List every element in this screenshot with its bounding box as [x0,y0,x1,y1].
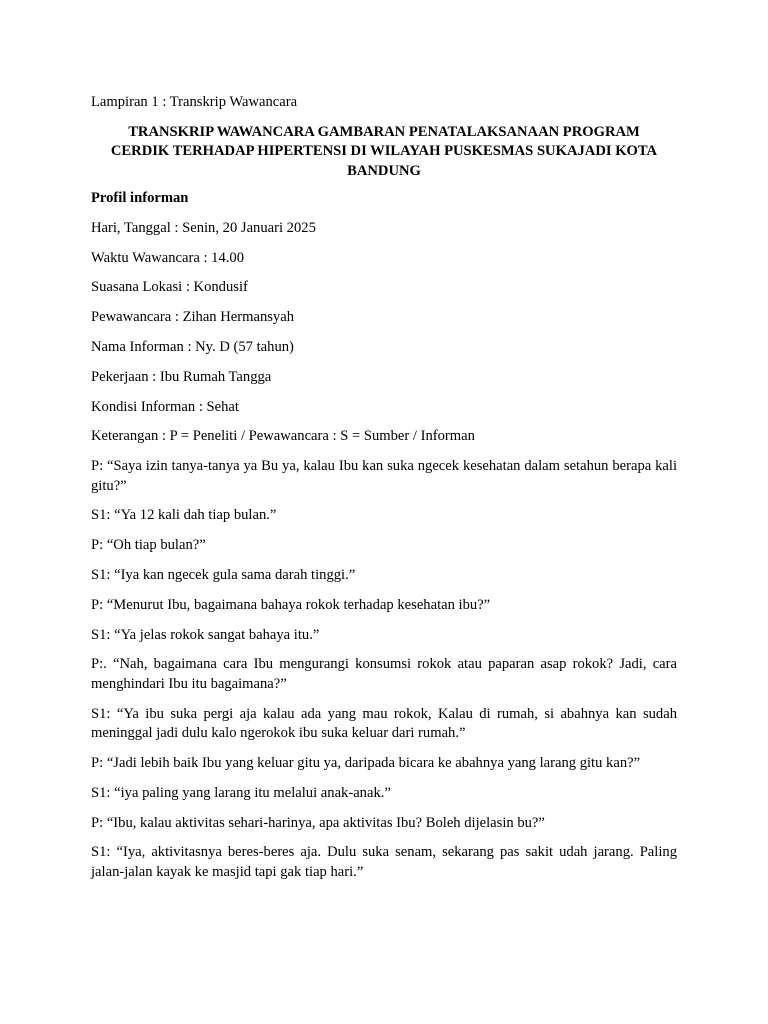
profile-time: Waktu Wawancara : 14.00 [91,249,244,266]
profile-location: Suasana Lokasi : Kondusif [91,279,248,296]
dialogue-line: P: “Ibu, kalau aktivitas sehari-harinya, apa aktivitas Ibu? Boleh dijelasin bu?” [91,814,545,831]
dialogue-line: S1: “iya paling yang larang itu melalui anak-anak.” [91,784,391,801]
profile-heading: Profil informan [91,190,189,207]
title-line-3: BANDUNG [347,162,421,179]
dialogue-line: S1: “Iya kan ngecek gula sama darah tinggi.” [91,567,356,584]
profile-legend: Keterangan : P = Peneliti / Pewawancara : S = Sumber / Informan [91,428,475,445]
dialogue-line: S1: “Ya 12 kali dah tiap bulan.” [91,507,277,524]
dialogue-line: S1: “Iya, aktivitasnya beres-beres aja. Dulu suka senam, sekarang pas sakit udah jarang. Paling jalan-jalan kayak ke masjid tapi gak tiap hari.” [91,844,677,880]
profile-date: Hari, Tanggal : Senin, 20 Januari 2025 [91,219,316,236]
title-line-1: TRANSKRIP WAWANCARA GAMBARAN PENATALAKSANAAN PROGRAM [128,123,640,140]
document-page [91,93,677,893]
profile-condition: Kondisi Informan : Sehat [91,398,239,415]
dialogue-line: S1: “Ya jelas rokok sangat bahaya itu.” [91,626,320,643]
dialogue-line: S1: “Ya ibu suka pergi aja kalau ada yang mau rokok, Kalau di rumah, si abahnya kan sudah meninggal jadi dulu kalo ngerokok ibu suka keluar dari rumah.” [91,705,677,742]
profile-informant: Nama Informan : Ny. D (57 tahun) [91,338,294,355]
document-title [91,123,677,182]
profile-occupation: Pekerjaan : Ibu Rumah Tangga [91,368,272,385]
title-line-2: CERDIK TERHADAP HIPERTENSI DI WILAYAH PUSKESMAS SUKAJADI KOTA [110,143,658,160]
dialogue-line: P:. “Nah, bagaimana cara Ibu mengurangi konsumsi rokok atau paparan asap rokok? Jadi, cara menghindari Ibu itu bagaimana?” [91,656,677,692]
dialogue-line: P: “Menurut Ibu, bagaimana bahaya rokok terhadap kesehatan ibu?” [91,596,491,613]
profile-interviewer: Pewawancara : Zihan Hermansyah [91,309,295,326]
dialogue-line: P: “Saya izin tanya-tanya ya Bu ya, kalau Ibu kan suka ngecek kesehatan dalam setahun berapa kali gitu?” [91,458,677,494]
dialogue-line: P: “Jadi lebih baik Ibu yang keluar gitu ya, daripada bicara ke abahnya yang larang gitu kan?” [91,755,641,772]
dialogue-line: P: “Oh tiap bulan?” [91,537,206,554]
attachment-label: Lampiran 1 : Transkrip Wawancara [91,94,298,110]
